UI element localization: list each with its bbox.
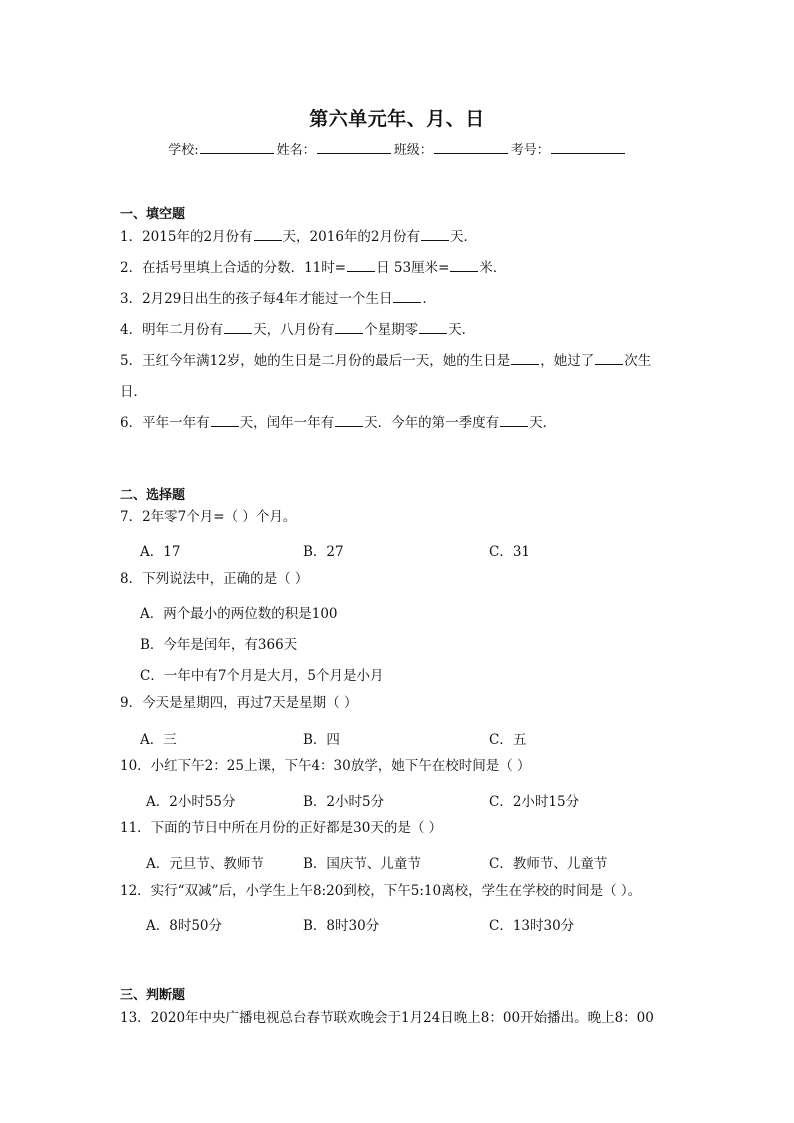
q5-text-b: ，她过了 [540,353,595,369]
q4-blank-2[interactable] [335,320,363,334]
q2-text-c: 米． [479,260,507,276]
q9-option-a[interactable]: A．三 [140,732,177,748]
q1-text-b: 天，2016年的2月份有 [282,229,420,245]
number-label: 考号： [510,143,550,158]
question-3 [120,284,680,315]
q12-option-c[interactable]: C．13时30分 [489,918,575,934]
q4-blank-1[interactable] [224,320,252,334]
q8-option-c[interactable]: C．一年中有7个月是大月，5个月是小月 [140,668,384,684]
student-info-line [0,139,794,158]
q1-blank-2[interactable] [421,227,449,241]
q1-blank-1[interactable] [254,227,282,241]
q1-text-c: 天． [450,229,477,245]
school-label: 学校: [168,143,199,158]
section-judge-title: 三、判断题 [120,988,186,1003]
q3-text-b: ． [422,291,436,307]
q6-blank-3[interactable] [500,413,528,427]
q8-option-a[interactable]: A．两个最小的两位数的积是100 [140,606,338,622]
question-9: 9．今天是星期四，再过7天是星期（ ） [120,695,358,711]
q2-text-a: 2．在括号里填上合适的分数．11时= [120,260,347,276]
question-6 [120,408,680,439]
q6-text-d: 天． [529,415,557,431]
school-blank[interactable] [200,140,274,154]
q11-option-c[interactable]: C．教师节、儿童节 [489,856,608,872]
question-11: 11．下面的节日中所在月份的正好都是30天的是（ ） [120,820,443,836]
q6-text-c: 天．今年的第一季度有 [364,415,500,431]
q8-option-b[interactable]: B．今年是闰年，有366天 [140,637,298,653]
q12-option-b[interactable]: B．8时30分 [303,918,380,934]
q4-text-b: 天，八月份有 [253,322,335,338]
q4-blank-3[interactable] [419,320,447,334]
section-choice-title: 二、选择题 [120,488,186,503]
q5-text-a: 5．王红今年满12岁，她的生日是二月份的最后一天，她的生日是 [120,353,511,369]
q5-text-d: 日． [120,384,147,400]
question-1 [120,222,680,253]
q11-option-b[interactable]: B．国庆节、儿童节 [303,856,421,872]
q10-option-c[interactable]: C．2小时15分 [489,794,580,810]
q2-blank-2[interactable] [450,258,478,272]
q7-option-c[interactable]: C．31 [489,544,531,560]
q12-option-a[interactable]: A．8时50分 [146,918,223,934]
q10-option-b[interactable]: B．2小时5分 [303,794,385,810]
name-label: 姓名： [276,143,316,158]
question-5-continued [120,377,680,408]
q6-text-b: 天，闰年一年有 [239,415,335,431]
q4-text-a: 4．明年二月份有 [120,322,224,338]
q3-text-a: 3．2月29日出生的孩子每4年才能过一个生日 [120,291,393,307]
q2-text-b: 日 53厘米= [376,260,450,276]
question-2 [120,253,680,284]
q9-option-c[interactable]: C．五 [489,732,527,748]
q1-text-a: 1．2015年的2月份有 [120,229,253,245]
q6-text-a: 6．平年一年有 [120,415,210,431]
q5-blank-2[interactable] [595,351,623,365]
q6-blank-1[interactable] [211,413,239,427]
q4-text-d: 天． [448,322,476,338]
q4-text-c: 个星期零 [364,322,419,338]
q7-option-a[interactable]: A．17 [140,544,181,560]
question-8: 8．下列说法中，正确的是（ ） [120,571,309,587]
class-label: 班级： [393,143,433,158]
class-blank[interactable] [434,140,508,154]
question-12: 12．实行“双减”后，小学生上午8:20到校，下午5:10离校，学生在学校的时间是（ ）。 [120,883,642,899]
q5-blank-1[interactable] [511,351,539,365]
q10-option-a[interactable]: A．2小时55分 [146,794,236,810]
question-7: 7．2年零7个月=（ ）个月。 [120,509,297,525]
question-5 [120,346,680,377]
question-13: 13．2020年中央广播电视总台春节联欢晚会于1月24日晚上8：00开始播出。晚上8：00 [120,1010,654,1026]
question-10: 10．小红下午2：25上课，下午4：30放学，她下午在校时间是（ ） [120,758,531,774]
q6-blank-2[interactable] [335,413,363,427]
q11-option-a[interactable]: A．元旦节、教师节 [146,856,264,872]
q2-blank-1[interactable] [347,258,375,272]
name-blank[interactable] [317,140,391,154]
number-blank[interactable] [551,140,625,154]
q3-blank-1[interactable] [393,289,421,303]
q5-text-c: 次生 [624,353,652,369]
q9-option-b[interactable]: B．四 [303,732,340,748]
page-title: 第六单元年、月、日 [309,108,485,130]
q7-option-b[interactable]: B．27 [303,544,344,560]
section-fill-title: 一、填空题 [120,207,186,222]
question-4 [120,315,680,346]
